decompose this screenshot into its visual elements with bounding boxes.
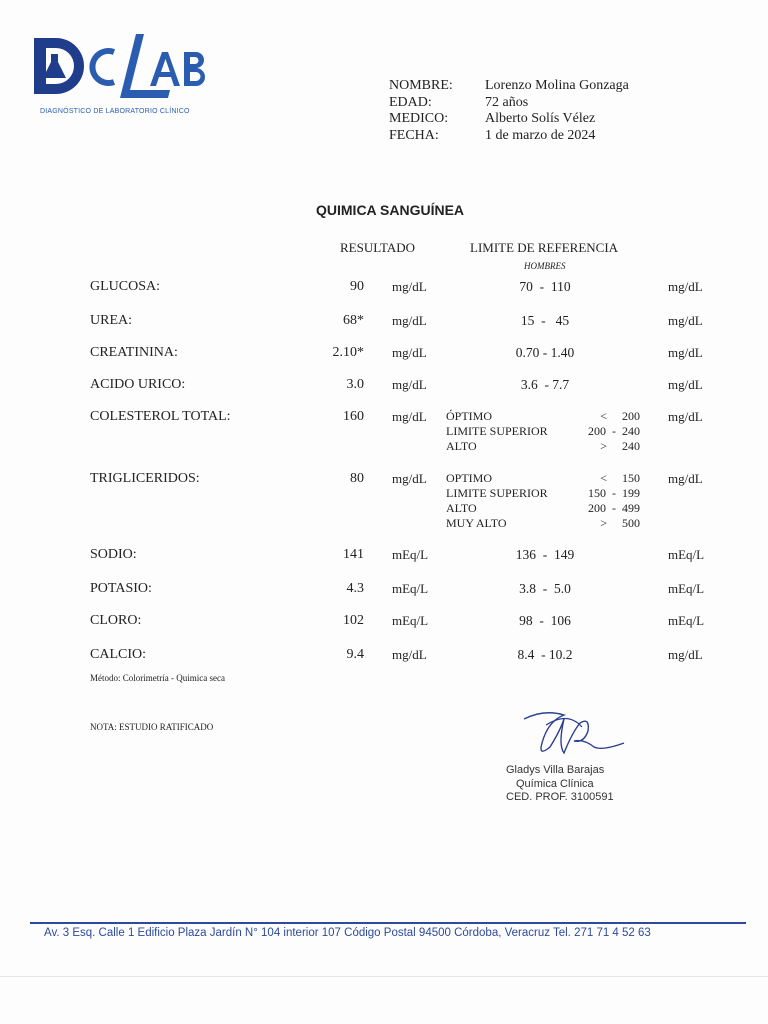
reference-category: MUY ALTO [446, 516, 507, 530]
test-name: CALCIO: [90, 647, 146, 662]
signatory-name: Gladys Villa Barajas [506, 764, 605, 776]
reference-range: 15 - 45 [520, 313, 570, 328]
reference-limit: < 150 [600, 471, 640, 485]
section-title: QUIMICA SANGUÍNEA [316, 202, 465, 218]
test-name: SODIO: [90, 547, 137, 562]
ratified-note: NOTA: ESTUDIO RATIFICADO [90, 722, 214, 732]
reference-unit: mg/dL [668, 377, 703, 392]
test-unit: mg/dL [392, 377, 427, 392]
patient-label: FECHA: [389, 127, 439, 143]
test-unit: mg/dL [392, 471, 427, 486]
reference-category: LIMITE SUPERIOR [446, 424, 548, 438]
test-name: UREA: [90, 313, 132, 328]
reference-header: LIMITE DE REFERENCIA [470, 240, 619, 255]
test-unit: mg/dL [392, 313, 427, 328]
reference-range-row [446, 409, 640, 424]
reference-category: ÓPTIMO [446, 409, 493, 423]
patient-row [389, 128, 629, 145]
reference-range: 98 - 106 [519, 613, 571, 628]
reference-range-row [446, 439, 640, 454]
patient-value: Lorenzo Molina Gonzaga [485, 78, 629, 93]
reference-limit: < 200 [600, 409, 640, 423]
reference-limit: 150 - 199 [588, 486, 640, 500]
reference-subheader: HOMBRES [524, 261, 566, 271]
page-edge-rule [0, 976, 768, 977]
reference-range-block [446, 471, 640, 531]
reference-range-row [446, 486, 640, 501]
reference-limit: 200 - 499 [588, 501, 640, 515]
test-value: 141 [343, 547, 364, 562]
reference-range-block [446, 409, 640, 454]
signatory-title: Química Clínica [516, 777, 594, 790]
test-name: GLUCOSA: [90, 279, 161, 294]
test-value: 2.10* [332, 345, 364, 360]
reference-unit: mg/dL [668, 471, 703, 486]
reference-unit: mEq/L [668, 613, 705, 628]
test-unit: mg/dL [392, 279, 427, 294]
test-value: 102 [343, 613, 364, 628]
footer-divider [30, 922, 746, 924]
patient-value: 1 de marzo de 2024 [485, 127, 596, 143]
patient-row [389, 95, 629, 112]
reference-range-row [446, 501, 640, 516]
footer-address: Av. 3 Esq. Calle 1 Edificio Plaza Jardín N° 104 interior 107 Código Postal 94500 Córdoba, Veracruz Tel. 271 71 4 52 63 [44, 927, 651, 939]
reference-unit: mg/dL [668, 345, 703, 360]
reference-limit: > 240 [600, 439, 640, 453]
test-name: CREATININA: [90, 345, 178, 360]
reference-range: 3.6 - 7.7 [520, 377, 570, 392]
reference-range: 3.8 - 5.0 [519, 581, 571, 596]
lab-tagline: DIAGNÓSTICO DE LABORATORIO CLÍNICO [40, 108, 190, 115]
reference-range: 136 - 149 [515, 547, 575, 562]
reference-category: OPTIMO [446, 471, 493, 485]
test-name: CLORO: [90, 613, 142, 628]
test-value: 90 [350, 279, 364, 294]
patient-value: Alberto Solís Vélez [485, 111, 596, 126]
reference-unit: mg/dL [668, 647, 703, 662]
test-unit: mg/dL [392, 647, 427, 662]
test-value: 68* [343, 313, 364, 328]
reference-unit: mg/dL [668, 279, 703, 294]
test-unit: mg/dL [392, 409, 427, 424]
reference-range-row [446, 516, 640, 531]
reference-limit: 200 - 240 [588, 424, 640, 438]
test-value: 80 [350, 471, 364, 486]
reference-limit: > 500 [600, 516, 640, 530]
test-value: 160 [343, 409, 364, 424]
result-header: RESULTADO [340, 240, 416, 255]
patient-label: EDAD: [389, 94, 432, 110]
test-unit: mEq/L [392, 547, 429, 562]
method-note: Método: Colorimetría - Quimica seca [90, 673, 225, 683]
signatory-block [506, 764, 614, 805]
test-unit: mEq/L [392, 613, 429, 628]
reference-range-row [446, 424, 640, 439]
reference-range: 70 - 110 [519, 279, 571, 294]
test-value: 3.0 [346, 377, 364, 392]
test-name: COLESTEROL TOTAL: [90, 409, 231, 424]
test-name: POTASIO: [90, 581, 152, 596]
test-unit: mEq/L [392, 581, 429, 596]
reference-range-row [446, 471, 640, 486]
reference-unit: mg/dL [668, 409, 703, 424]
patient-row [389, 78, 629, 95]
signatory-license: CED. PROF. 3100591 [506, 791, 614, 803]
patient-label: NOMBRE: [389, 78, 453, 93]
test-name: ACIDO URICO: [90, 377, 186, 392]
patient-row [389, 111, 629, 128]
reference-unit: mEq/L [668, 547, 705, 562]
test-name: TRIGLICERIDOS: [90, 471, 200, 486]
test-unit: mg/dL [392, 345, 427, 360]
reference-category: LIMITE SUPERIOR [446, 486, 548, 500]
reference-range: 8.4 - 10.2 [517, 647, 573, 662]
reference-range: 0.70 - 1.40 [515, 345, 575, 360]
patient-info [389, 78, 629, 144]
reference-unit: mg/dL [668, 313, 703, 328]
reference-category: ALTO [446, 439, 477, 453]
reference-unit: mEq/L [668, 581, 705, 596]
patient-label: MEDICO: [389, 111, 449, 126]
test-value: 4.3 [346, 581, 364, 596]
test-value: 9.4 [346, 647, 364, 662]
patient-value: 72 años [485, 94, 529, 110]
reference-category: ALTO [446, 501, 477, 515]
